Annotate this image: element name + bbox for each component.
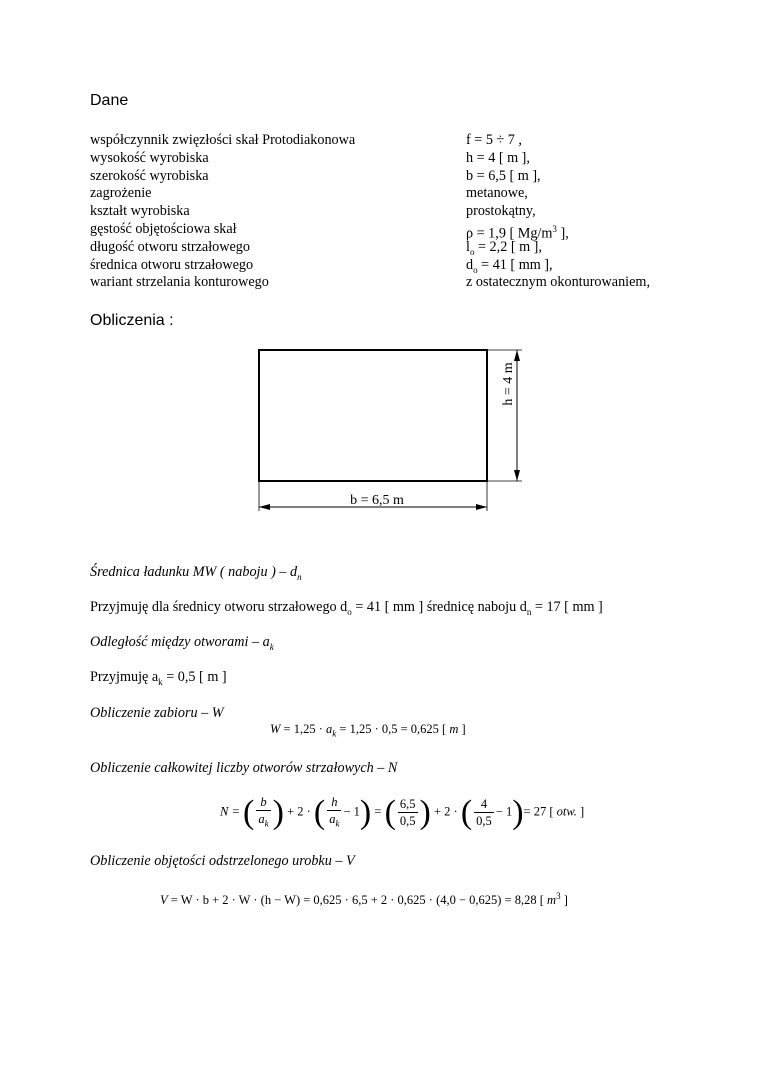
section-title-volume: Obliczenie objętości odstrzelonego urobku – V [90,853,355,869]
dane-label: gęstość objętościowa skał [90,221,237,237]
dane-label: wysokość wyrobiska [90,149,209,166]
formula-hole-count: N = ( $\frac{b}{a_k}$ ) + 2 · ( $\frac{h}{a_k}$ − 1) = ( $\frac{6,5}{0,5}$ ) + 2 · ( $\frac{4}{0,5}$ − 1)= 27 [ otw. ] [220,793,585,831]
dane-value: $l_o = 2,2$ [ m ], [466,238,542,257]
dane-label: kształt wyrobiska [90,203,190,220]
height-arrow-bottom [514,470,520,481]
dane-value: z ostatecznym okonturowaniem, [466,274,650,291]
text-charge-diameter: Przyjmuję dla średnicy otworu strzałowego $d_o = 41$ [ mm ] średnicę naboju $d_n = 17$ [ mm ] [90,599,603,617]
height-label: h = 4 m [501,362,516,406]
heading-dane: Dane [90,92,129,109]
dane-value: h = 4 [ m ], [466,149,530,166]
dane-label: zagrożenie [90,185,152,202]
dane-value: $d_o = 41$ [ mm ], [466,256,553,275]
section-title-hole-spacing: Odległość między otworami – $a_k$ [90,634,274,652]
dane-label: wariant strzelania konturowego [90,274,269,291]
heading-obliczenia: Obliczenia : [90,312,174,329]
height-arrow-top [514,350,520,361]
width-arrow-left [259,504,270,510]
formula-burden: $W = 1,25 \cdot a_k = 1,25 \cdot 0,5 = 0,625$ [ m ] [270,722,466,739]
dane-value: f = 5 ÷ 7 , [466,132,522,148]
formula-volume: V = W · b + 2 · W · (h − W) = 0,625 · 6,5 + 2 · 0,625 · (4,0 − 0,625) = 8,28 [ $m^3$ ] [160,891,568,908]
width-label: b = 6,5 m [350,493,404,508]
dane-label: szerokość wyrobiska [90,167,209,184]
dane-label: średnica otworu strzałowego [90,256,254,273]
dane-value: ρ = 1,9 [ $Mg/m^3$ ], [466,224,569,242]
text-hole-spacing: Przyjmuję $a_k = 0,5$ [ m ] [90,669,227,687]
dane-value: metanowe, [466,185,528,202]
section-title-burden: Obliczenie zabioru – W [90,705,224,721]
excavation-rectangle [259,350,487,481]
dane-value: b = 6,5 [ m ], [466,167,541,184]
section-title-hole-count: Obliczenie całkowitej liczby otworów strzałowych – N [90,760,398,776]
dane-value: prostokątny, [466,203,536,220]
width-arrow-right [476,504,487,510]
section-title-charge-diameter: Średnica ładunku MW ( naboju ) – $d_n$ [90,564,302,582]
dane-label: współczynnik zwięzłości skał Protodiakonowa [90,132,356,148]
dane-label: długość otworu strzałowego [90,238,250,255]
